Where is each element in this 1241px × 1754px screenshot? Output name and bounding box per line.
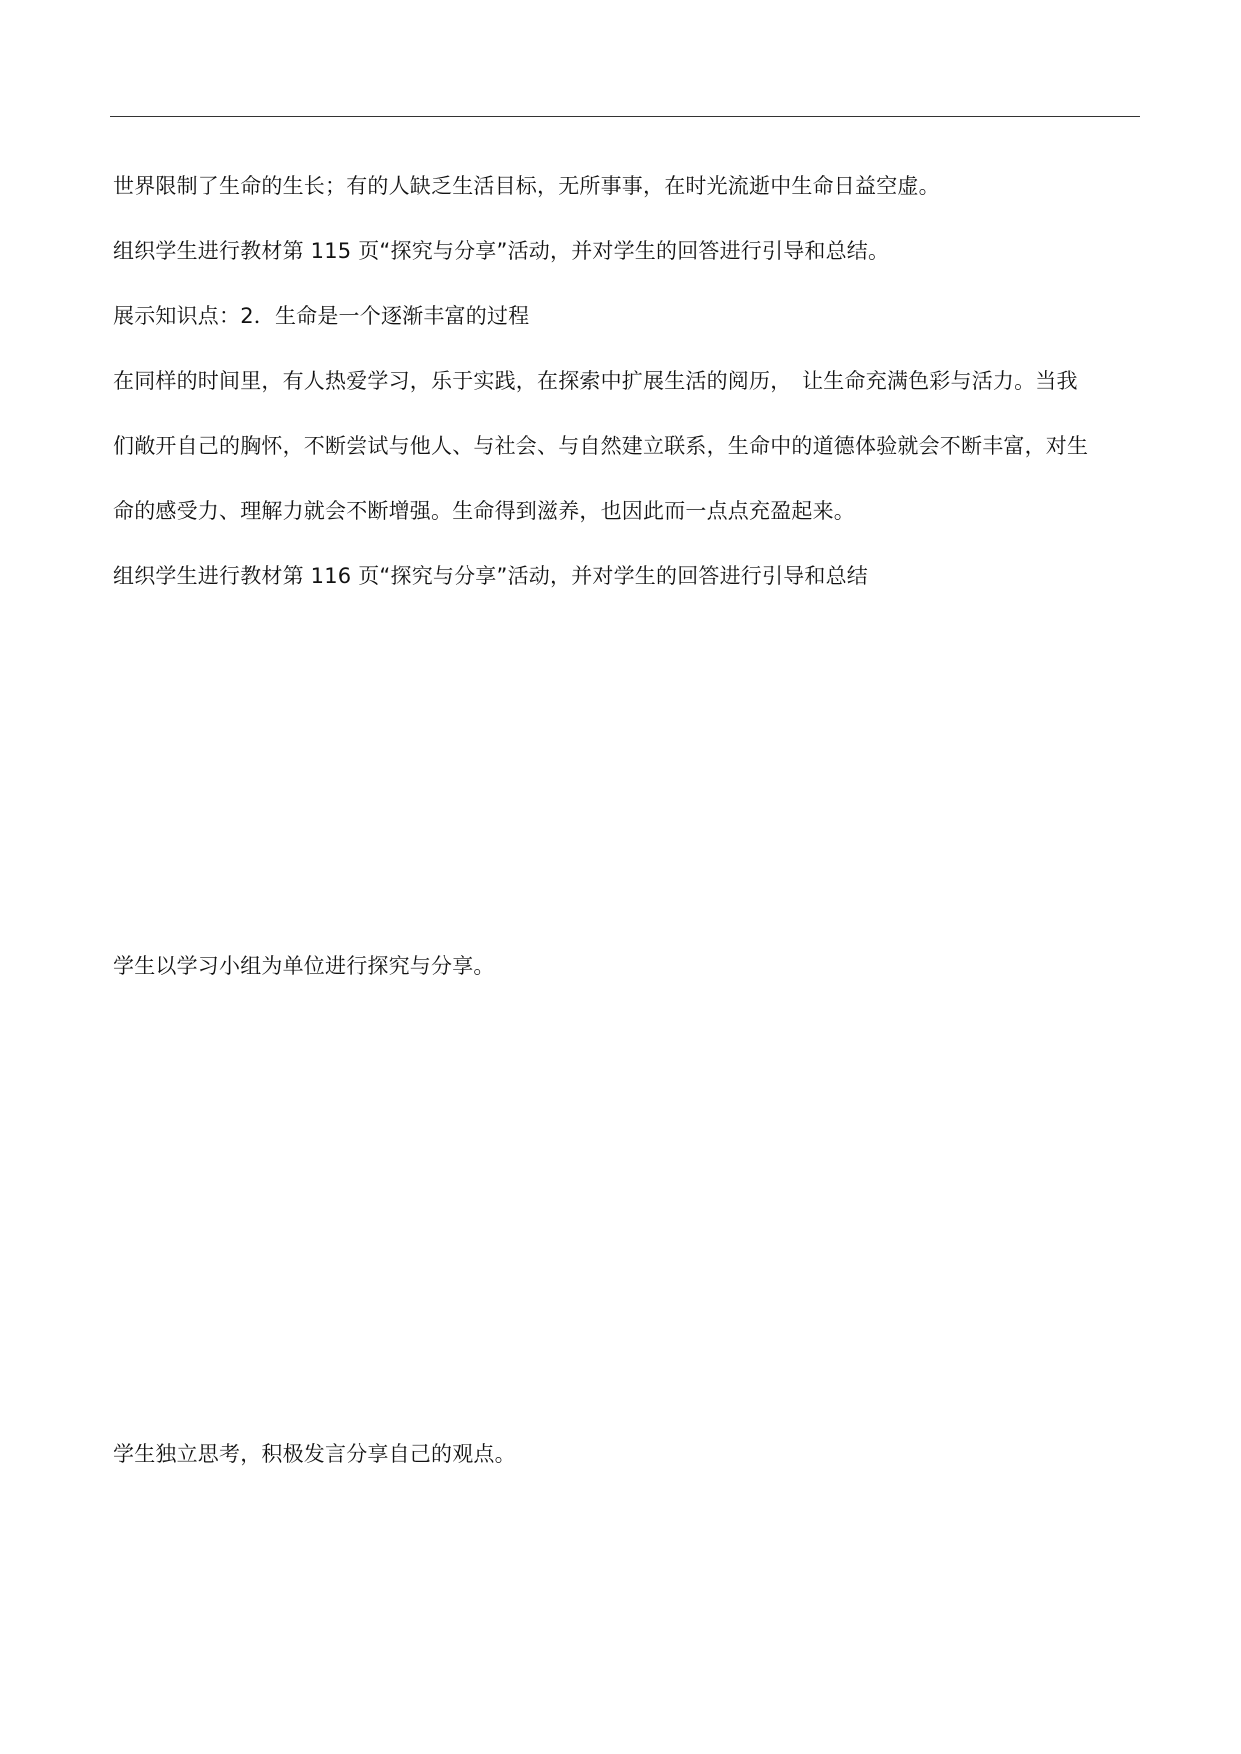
paragraph-line: 学生以学习小组为单位进行探究与分享。 — [113, 954, 495, 978]
paragraph-line: 组织学生进行教材第 116 页“探究与分享”活动，并对学生的回答进行引导和总结 — [113, 564, 868, 588]
paragraph-line: 在同样的时间里，有人热爱学习，乐于实践，在探索中扩展生活的阅历， 让生命充满色彩与活力。当我 — [113, 369, 1078, 393]
paragraph-line: 展示知识点：2．生命是一个逐渐丰富的过程 — [113, 304, 530, 328]
paragraph-line: 们敞开自己的胸怀，不断尝试与他人、与社会、与自然建立联系，生命中的道德体验就会不断丰富，对生 — [113, 434, 1089, 458]
paragraph-line: 命的感受力、理解力就会不断增强。生命得到滋养，也因此而一点点充盈起来。 — [113, 499, 855, 523]
paragraph-line: 学生独立思考，积极发言分享自己的观点。 — [113, 1442, 516, 1466]
paragraph-line: 世界限制了生命的生长；有的人缺乏生活目标，无所事事，在时光流逝中生命日益空虚。 — [113, 174, 940, 198]
paragraph-line: 组织学生进行教材第 115 页“探究与分享”活动，并对学生的回答进行引导和总结。 — [113, 239, 890, 263]
header-rule — [110, 116, 1140, 117]
